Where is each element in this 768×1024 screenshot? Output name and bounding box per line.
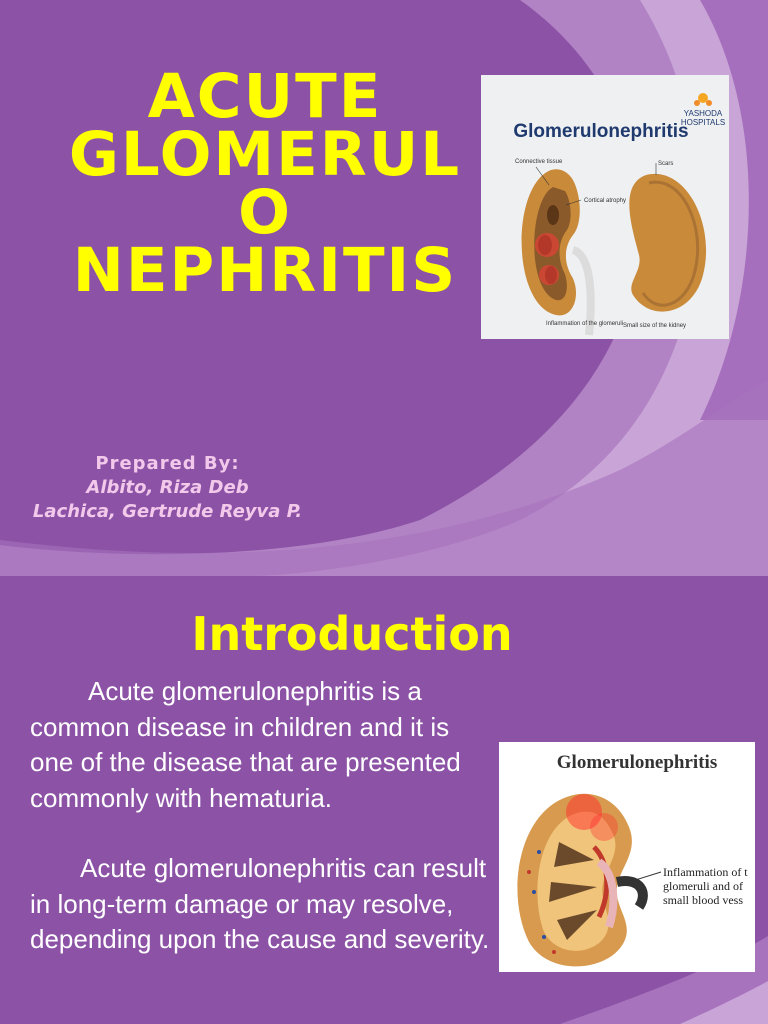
yashoda-logo <box>681 93 725 127</box>
title-line: O <box>238 177 292 248</box>
glomerulonephritis-image <box>499 742 755 972</box>
kidney-diagram-image <box>481 75 729 339</box>
svg-text:Cortical atrophy: Cortical atrophy <box>584 198 627 204</box>
paragraph: Acute glomerulonephritis can result in long-term damage or may resolve, depending upon the cause and severity. <box>30 853 490 954</box>
author-name: Lachica, Gertrude Reyva P. <box>32 501 303 522</box>
figure-title: Glomerulonephritis <box>556 752 718 773</box>
svg-text:Inflammation of the glomeruli: Inflammation of the glomeruli <box>546 321 624 327</box>
slide-title <box>45 61 485 306</box>
figure-caption <box>663 865 748 907</box>
paragraph: Acute glomerulonephritis is a common disease in children and it is one of the disease that are presented commonly with hematuria. <box>30 676 461 813</box>
kidney-illustration <box>499 742 755 972</box>
svg-text:glomeruli and of: glomeruli and of <box>663 879 743 893</box>
svg-text:YASHODA: YASHODA <box>683 109 723 118</box>
introduction-slide <box>0 576 768 1024</box>
title-line: NEPHRITIS <box>72 235 458 306</box>
kidney-cross-section <box>522 169 591 335</box>
title-line: ACUTE <box>147 61 383 132</box>
svg-text:Connective tissue: Connective tissue <box>515 159 563 165</box>
author-name: Albito, Riza Deb <box>86 477 249 498</box>
svg-text:small blood vess: small blood vess <box>663 893 743 907</box>
svg-text:HOSPITALS: HOSPITALS <box>680 118 726 127</box>
figure-title: Glomerulonephritis <box>513 121 689 142</box>
kidney-diagram <box>481 75 729 339</box>
shrunken-kidney <box>629 174 706 312</box>
prepared-by-block <box>0 452 335 524</box>
svg-text:Scars: Scars <box>658 161 674 167</box>
svg-text:Small size of the kidney: Small size of the kidney <box>623 323 687 329</box>
kidney-cutaway <box>517 794 642 967</box>
section-title: Introduction <box>191 607 513 661</box>
title-line: GLOMERUL <box>68 119 462 190</box>
svg-text:Inflammation of t: Inflammation of t <box>663 865 748 879</box>
prepared-by-label: Prepared By: <box>95 453 240 474</box>
intro-body <box>30 674 490 993</box>
